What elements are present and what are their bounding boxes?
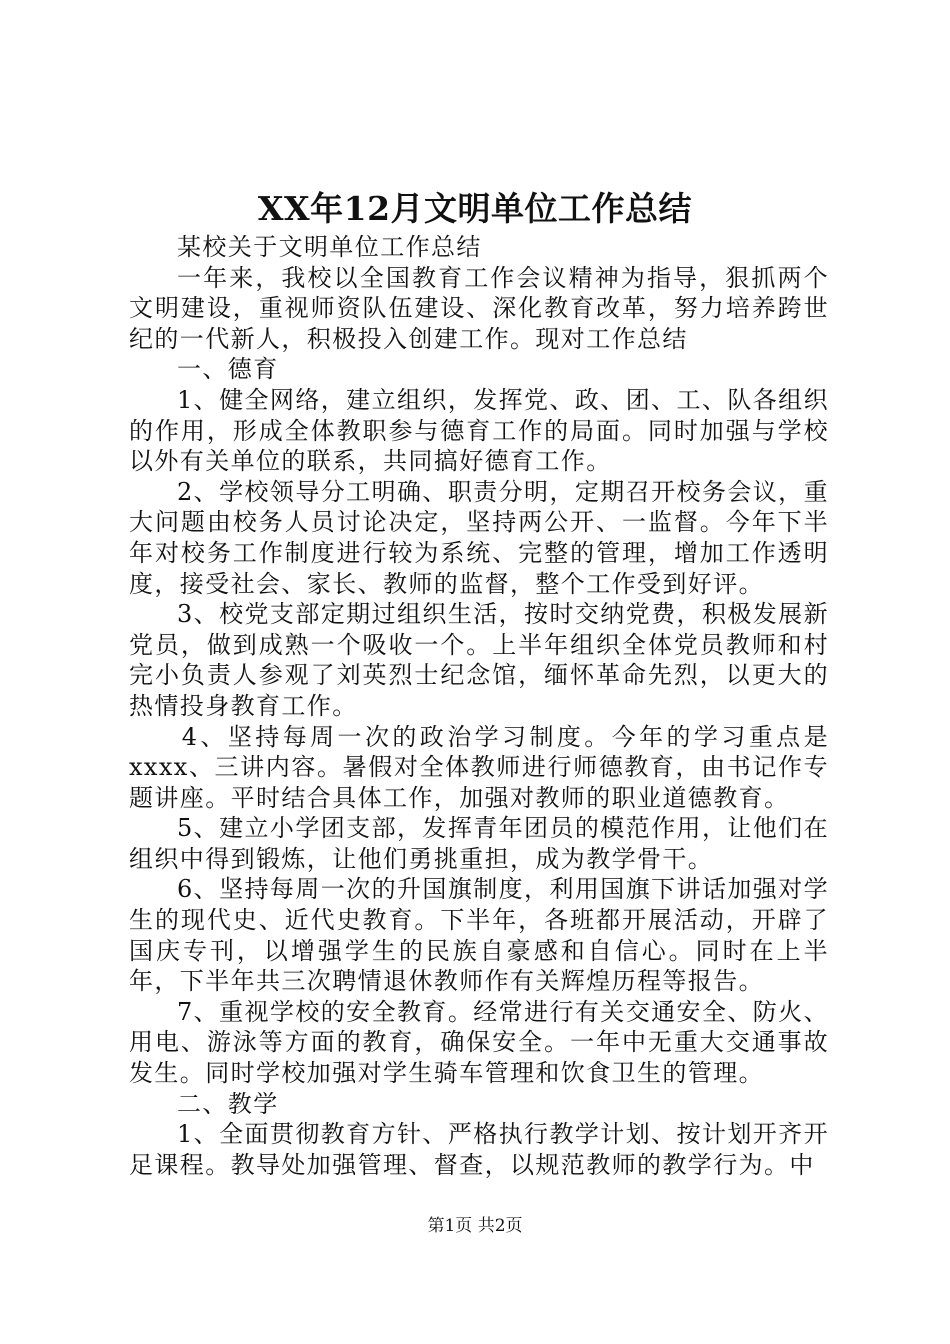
paragraph-intro: 一年来，我校以全国教育工作会议精神为指导，狠抓两个文明建设，重视师资队伍建设、深化教育改革，努力培养跨世纪的一代新人，积极投入创建工作。现对工作总结 [129,263,829,353]
section-heading-moral-education: 一、德育 [177,355,279,384]
paragraph-teaching-item-1: 1、全面贯彻教育方针、严格执行教学计划、按计划开齐开足课程。教导处加强管理、督查，以规范教师的教学行为。中 [129,1120,829,1179]
paragraph-item-1: 1、健全网络，建立组织，发挥党、政、团、工、队各组织的作用，形成全体教职参与德育工作的局面。同时加强与学校以外有关单位的联系，共同搞好德育工作。 [129,385,829,476]
document-body [129,232,829,1180]
page-footer: 第1页 共2页 [427,1216,523,1236]
paragraph-item-4: 4、坚持每周一次的政治学习制度。今年的学习重点是xxxx、三讲内容。暑假对全体教师进行师德教育，由书记作专题讲座。平时结合具体工作，加强对教师的职业道德教育。 [129,722,829,812]
document-title: XX年12月文明单位工作总结 [257,189,693,228]
paragraph-item-5: 5、建立小学团支部，发挥青年团员的模范作用，让他们在组织中得到锻炼，让他们勇挑重担，成为教学骨干。 [129,814,829,873]
paragraph-item-3: 3、校党支部定期过组织生活，按时交纳党费，积极发展新党员，做到成熟一个吸收一个。上半年组织全体党员教师和村完小负责人参观了刘英烈士纪念馆，缅怀革命先烈，以更大的热情投身教育工作。 [129,600,829,720]
paragraph-item-6: 6、坚持每周一次的升国旗制度，利用国旗下讲话加强对学生的现代史、近代史教育。下半年，各班都开展活动，开辟了国庆专刊，以增强学生的民族自豪感和自信心。同时在上半年，下半年共三次聘情退休教师作有关辉煌历程等报告。 [129,875,829,996]
section-heading-teaching: 二、教学 [177,1089,279,1118]
paragraph-item-2: 2、学校领导分工明确、职责分明，定期召开校务会议，重大问题由校务人员讨论决定，坚持两公开、一监督。今年下半年对校务工作制度进行较为系统、完整的管理，增加工作透明度，接受社会、家长、教师的监督，整个工作受到好评。 [129,477,829,598]
paragraph-item-7: 7、重视学校的安全教育。经常进行有关交通安全、防火、用电、游泳等方面的教育，确保安全。一年中无重大交通事故发生。同时学校加强对学生骑车管理和饮食卫生的管理。 [129,997,829,1088]
paragraph-subtitle: 某校关于文明单位工作总结 [177,233,482,261]
